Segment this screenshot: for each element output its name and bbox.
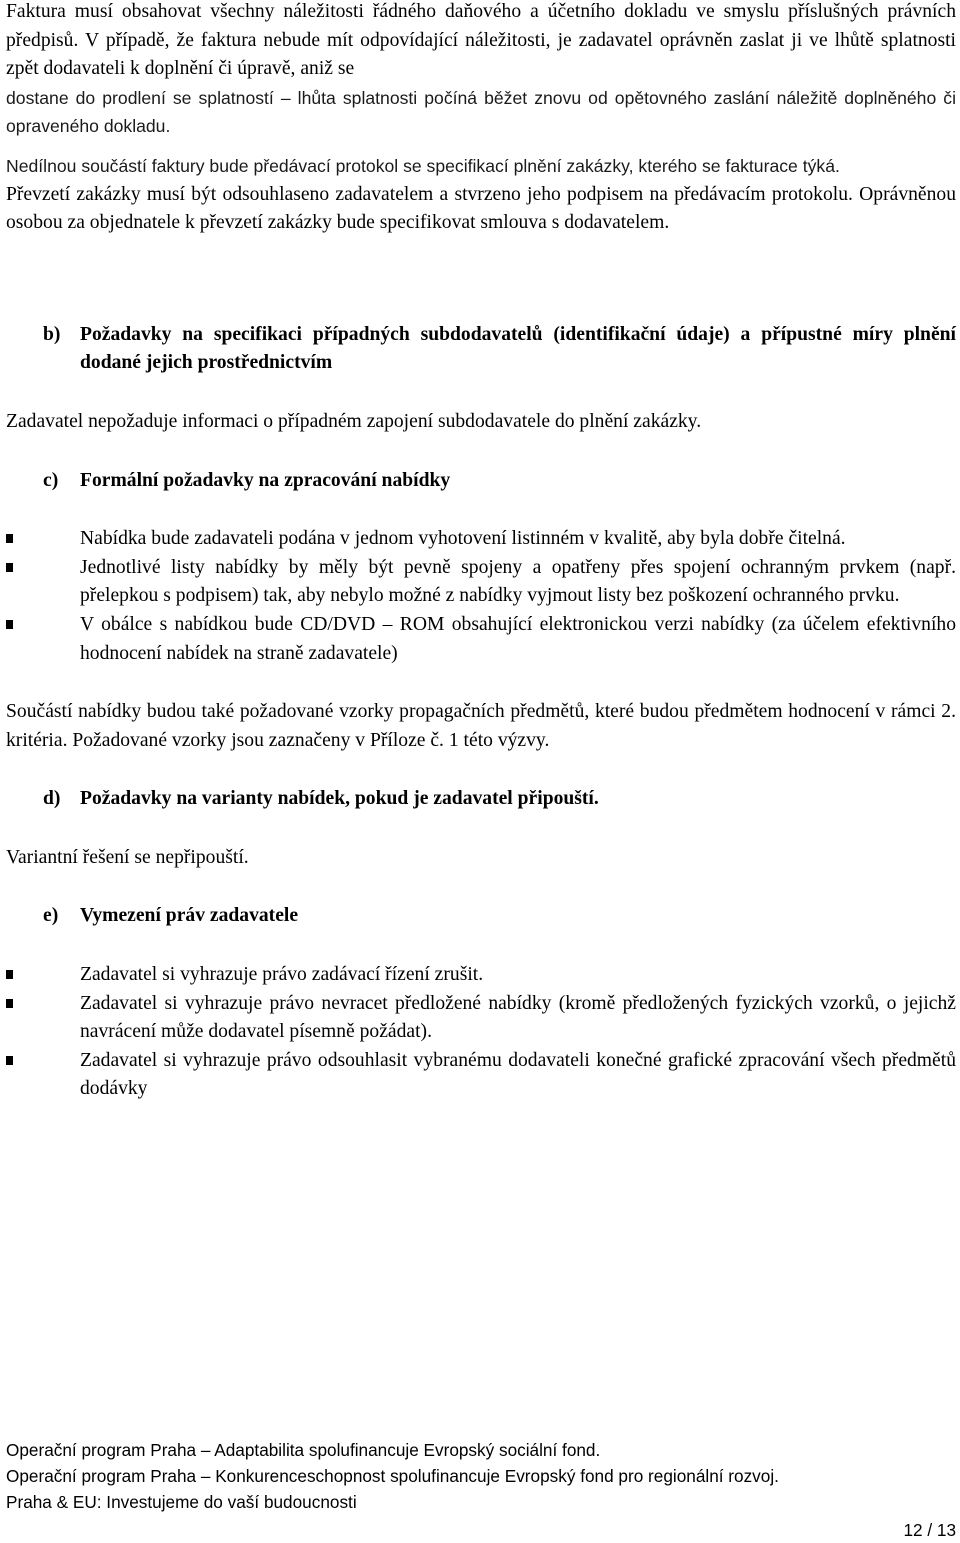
section-title-d: Požadavky na varianty nabídek, pokud je zadavatel připouští. <box>80 788 599 810</box>
bullet-marker <box>6 611 80 668</box>
section-letter-e: e) <box>43 905 59 927</box>
bullet-item <box>6 525 956 554</box>
bullet-item <box>6 990 956 1047</box>
paragraph-handover-protocol: Nedílnou součástí faktury bude předávací protokol se specifikací plnění zakázky, kterého se fakturace týká. <box>6 155 840 176</box>
bullet-text: Zadavatel si vyhrazuje právo nevracet předložené nabídky (kromě předložených fyzických vzorků, o jejichž navrácení může dodavatel písemně požádat). <box>80 992 956 1043</box>
bullet-item <box>6 1047 956 1104</box>
footer-line-adaptabilita: Operační program Praha – Adaptabilita spolufinancuje Evropský sociální fond. <box>6 1440 601 1460</box>
bullet-item <box>6 961 956 990</box>
bullet-marker <box>6 990 80 1047</box>
paragraph-invoice-deadline: dostane do prodlení se splatností – lhůta splatnosti počíná běžet znovu od opětovného zaslání náležitě doplněného či opraveného dokladu. <box>6 87 956 137</box>
bullet-marker <box>6 554 80 611</box>
paragraph-invoice-requirements: Faktura musí obsahovat všechny náležitosti řádného daňového a účetního dokladu ve smyslu příslušných právních předpisů. V případě, že faktura nebude mít odpovídající náležitosti, je zadavatel oprávněn zaslat ji ve lhůtě splatnosti zpět dodavateli k doplnění či úpravě, aniž se <box>6 1 956 80</box>
bullet-text: Zadavatel si vyhrazuje právo odsouhlasit vybranému dodavateli konečné grafické zpracování všech předmětů dodávky <box>80 1049 956 1100</box>
section-letter-d: d) <box>43 788 61 810</box>
section-title-e: Vymezení práv zadavatele <box>80 905 299 927</box>
section-letter-c: c) <box>43 469 59 491</box>
section-letter-b: b) <box>43 323 61 345</box>
page-footer <box>6 1437 956 1540</box>
paragraph-samples: Součástí nabídky budou také požadované vzorky propagačních předmětů, které budou předmětem hodnocení v rámci 2. kritéria. Požadované vzorky jsou zaznačeny v Příloze č. 1 této výzvy. <box>6 701 956 751</box>
bullet-list-e <box>6 961 956 1104</box>
bullet-text: V obálce s nabídkou bude CD/DVD – ROM obsahující elektronickou verzi nabídky (za účelem efektivního hodnocení nabídek na straně zadavatele) <box>80 613 956 664</box>
section-heading-e <box>6 902 956 931</box>
section-title-b: Požadavky na specifikaci případných subdodavatelů (identifikační údaje) a přípustné míry plnění dodané jejich prostřednictvím <box>80 323 956 374</box>
bullet-text: Jednotlivé listy nabídky by měly být pevně spojeny a opatřeny přes spojení ochranným prvkem (např. přelepkou s podpisem) tak, aby nebylo možné z nabídky vyjmout listy bez poškození ochranného prvku. <box>80 556 956 607</box>
footer-line-praha-eu: Praha & EU: Investujeme do vaší budoucnosti <box>6 1492 357 1512</box>
page-number: 12 / 13 <box>903 1520 956 1540</box>
bullet-text: Zadavatel si vyhrazuje právo zadávací řízení zrušit. <box>80 964 484 986</box>
bullet-list-c <box>6 525 956 668</box>
paragraph-subcontractors: Zadavatel nepožaduje informaci o případném zapojení subdodavatele do plnění zakázky. <box>6 410 702 432</box>
bullet-marker <box>6 1047 80 1104</box>
paragraph-variants: Variantní řešení se nepřipouští. <box>6 846 249 868</box>
paragraph-acceptance: Převzetí zakázky musí být odsouhlaseno zadavatelem a stvrzeno jeho podpisem na předávacím protokolu. Oprávněnou osobou za objednatele k převzetí zakázky bude specifikovat smlouva s dodavatelem. <box>6 183 956 234</box>
document-page <box>6 0 956 1104</box>
section-heading-b <box>6 321 956 378</box>
bullet-marker <box>6 961 80 990</box>
section-title-c: Formální požadavky na zpracování nabídky <box>80 469 451 491</box>
bullet-marker <box>6 525 80 554</box>
footer-line-konkurenceschopnost: Operační program Praha – Konkurenceschopnost spolufinancuje Evropský fond pro regionální rozvoj. <box>6 1466 779 1486</box>
section-heading-c <box>6 467 956 496</box>
bullet-text: Nabídka bude zadavateli podána v jednom vyhotovení listinném v kvalitě, aby byla dobře čitelná. <box>80 528 846 550</box>
section-heading-d <box>6 785 956 814</box>
bullet-item <box>6 611 956 668</box>
bullet-item <box>6 554 956 611</box>
